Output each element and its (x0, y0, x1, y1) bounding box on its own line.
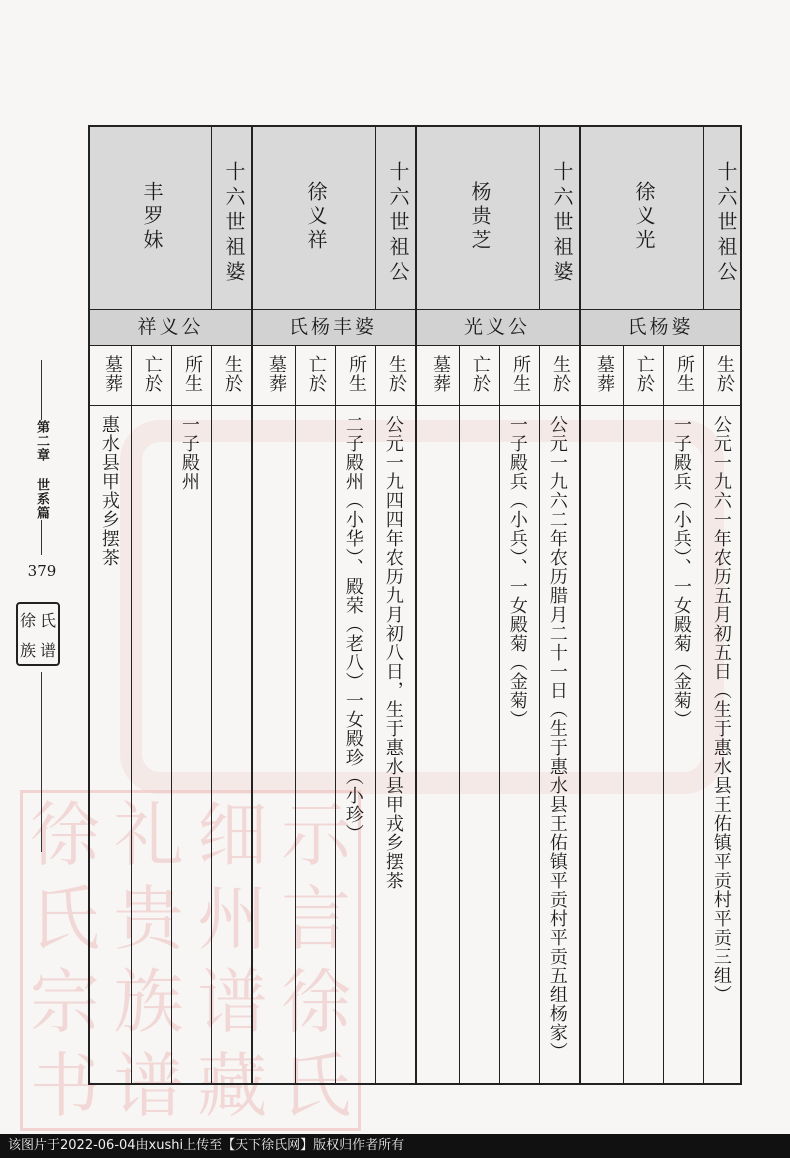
margin-line (41, 672, 42, 852)
burial-label: 墓葬 (430, 355, 451, 393)
children-value: 一子殿兵（小兵）、一女殿菊（金菊） (506, 415, 528, 729)
chapter-label: 第二章 世系篇 (34, 420, 49, 520)
genealogy-table (88, 125, 742, 1085)
xu-clan-logo: 徐 氏 族 谱 (16, 602, 60, 666)
birth-label: 生於 (550, 355, 571, 393)
birth-label: 生於 (386, 355, 407, 393)
burial-label: 墓葬 (102, 355, 123, 393)
death-label: 亡於 (470, 355, 491, 393)
children-label: 所生 (346, 355, 367, 393)
margin-line (41, 520, 42, 555)
children-label: 所生 (510, 355, 531, 393)
burial-value: 惠水县甲戎乡摆茶 (98, 415, 120, 567)
birth-label: 生於 (222, 355, 243, 393)
person-name: 徐义光 (632, 181, 656, 253)
person-name: 杨贵芝 (468, 181, 492, 253)
burial-label: 墓葬 (594, 355, 615, 393)
person-title: 十六世祖公 (386, 161, 410, 286)
page-number: 379 (27, 562, 57, 580)
birth-value: 公元一九四四年农历九月初八日，生于惠水县甲戎乡摆茶 (382, 415, 404, 890)
spouse-label: 氏杨丰婆 (288, 316, 377, 338)
spouse-label: 祥义公 (137, 316, 204, 338)
person-name: 徐义祥 (304, 181, 328, 253)
death-label: 亡於 (634, 355, 655, 393)
death-label: 亡於 (142, 355, 163, 393)
birth-value: 公元一九六一年农历五月初五日（生于惠水县王佑镇平贡村平贡三组） (710, 415, 732, 1004)
children-value: 一子殿兵（小兵）、一女殿菊（金菊） (670, 415, 692, 729)
children-label: 所生 (182, 355, 203, 393)
children-value: 二子殿州（小华）、殿荣（老八）一女殿珍（小珍） (342, 415, 364, 843)
spouse-label: 光义公 (463, 316, 530, 338)
margin-line (41, 360, 42, 420)
death-label: 亡於 (306, 355, 327, 393)
person-title: 十六世祖婆 (222, 161, 246, 286)
person-title: 十六世祖婆 (550, 161, 574, 286)
upload-footer: 该图片于2022-06-04由xushi上传至【天下徐氏网】版权归作者所有 (0, 1134, 790, 1158)
children-value: 一子殿州 (178, 415, 200, 491)
birth-value: 公元一九六二年农历腊月二十一日（生于惠水县王佑镇平贡村平贡五组杨家） (546, 415, 568, 1061)
watermark-seal: 徐 礼 细 示 氏 贵 州 言 宗 族 谱 徐 书 谱 藏 氏 (20, 790, 361, 1131)
person-name: 丰罗妹 (140, 181, 164, 253)
spouse-label: 氏杨婆 (627, 316, 694, 338)
person-title: 十六世祖公 (714, 161, 738, 286)
children-label: 所生 (674, 355, 695, 393)
birth-label: 生於 (714, 355, 735, 393)
burial-label: 墓葬 (266, 355, 287, 393)
